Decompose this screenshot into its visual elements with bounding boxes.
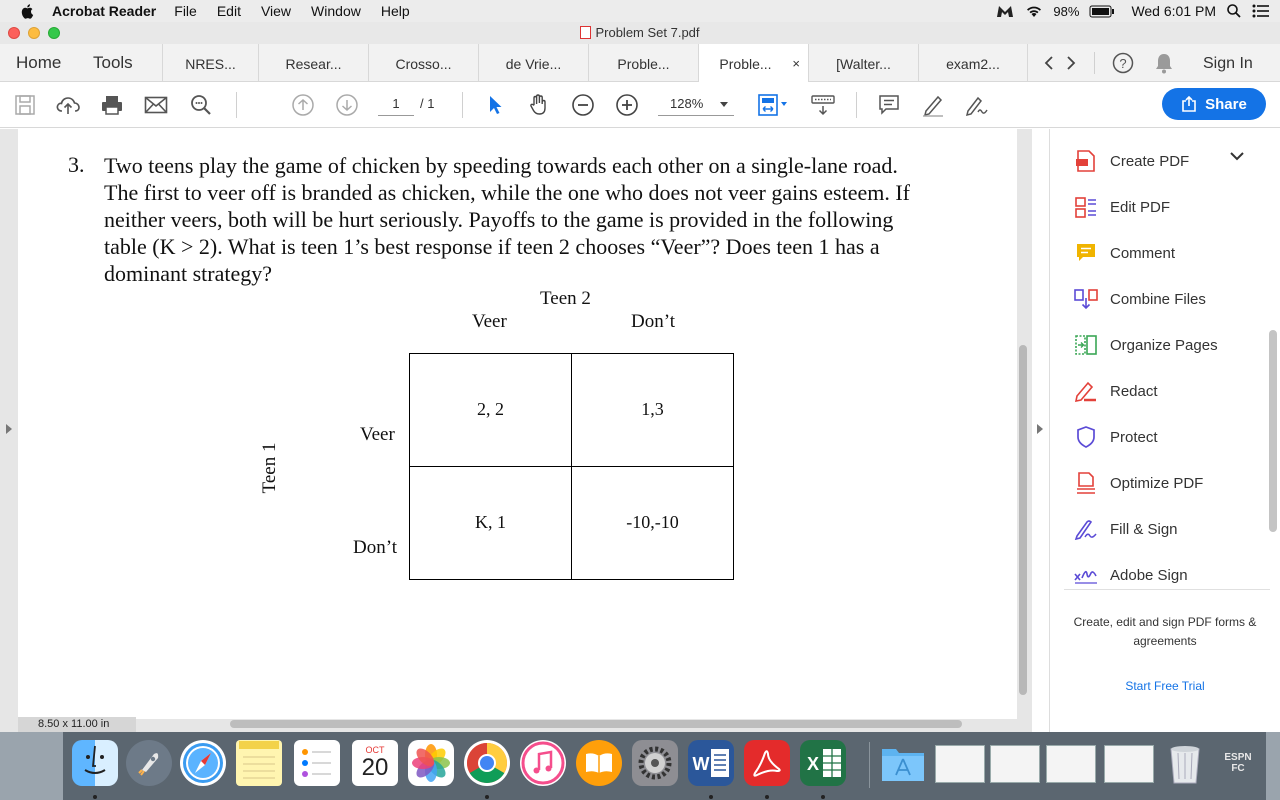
notification-center-icon[interactable] [1252,4,1270,18]
dock-notes[interactable] [236,740,282,786]
share-upload-icon [1181,96,1197,112]
sign-in-link[interactable]: Sign In [1203,55,1253,72]
dock-separator [869,742,870,788]
home-tab[interactable]: Home [16,53,62,72]
tool-fill-sign[interactable] [1074,516,1178,542]
share-label: Share [1205,95,1247,113]
chevron-down-icon[interactable] [1230,151,1244,161]
tab-bar [0,44,1280,82]
page-size-label: 8.50 x 11.00 in [18,717,136,732]
edit-pdf-icon [1074,195,1098,219]
tool-create-pdf[interactable] [1074,148,1189,174]
word-icon [691,743,731,783]
mail-icon [144,96,168,114]
start-free-trial-link[interactable]: Start Free Trial [1125,679,1205,693]
chrome-icon [465,741,509,785]
find-button[interactable] [188,92,214,118]
left-panel-expand-icon[interactable] [6,424,12,434]
sign-button[interactable] [964,92,990,118]
dock-running-indicator [485,795,489,799]
espn-label: ESPN FC [1224,752,1252,774]
tool-label: Edit PDF [1110,198,1171,216]
doc-tab-label: Proble... [617,56,670,72]
menu-window[interactable]: Window [311,3,361,19]
payoff-cell-dont-veer: K, 1 [410,467,572,580]
doc-tab-label: Resear... [285,56,342,72]
cursor-arrow-icon [486,94,504,116]
dock-running-indicator [765,795,769,799]
protect-icon [1074,425,1098,449]
dock-safari[interactable] [180,740,226,786]
toolbar-divider [856,92,857,118]
dock-launchpad[interactable] [126,740,172,786]
dock-finder[interactable] [72,740,118,786]
previous-page-button[interactable] [290,92,316,118]
share-button[interactable] [1162,88,1266,120]
chevron-down-icon [720,102,728,107]
player1-label: Teen 1 [259,442,280,494]
menu-view[interactable]: View [260,3,292,19]
compass-icon [181,741,225,785]
search-icon [189,93,213,117]
tools-panel [1049,129,1280,732]
rocket-icon [134,748,164,778]
combine-files-icon [1074,287,1098,311]
next-page-button[interactable] [334,92,360,118]
doc-tab-3[interactable] [368,44,478,81]
dock-ibooks[interactable] [576,740,622,786]
svg-text:W: W [692,754,710,774]
dock-calendar[interactable] [352,740,398,786]
photos-icon [411,743,451,783]
tabbar-divider [1094,52,1095,74]
tool-label: Create PDF [1110,152,1190,170]
tool-protect[interactable] [1074,424,1158,450]
question-number: 3. [68,152,85,177]
panel-scrollbar[interactable] [1269,330,1277,532]
minus-circle-icon [571,93,595,117]
page-total: / 1 [420,96,435,111]
window-titlebar [0,22,1280,44]
tool-redact[interactable] [1074,378,1158,404]
page-number-input[interactable] [378,94,414,116]
doc-tab-label: [Walter... [836,56,891,72]
fit-page-icon [757,93,789,117]
horizontal-scrollbar[interactable] [230,720,962,728]
dock-word[interactable] [688,740,734,786]
row-label-veer: Veer [360,424,395,445]
tool-label: Protect [1110,428,1158,446]
question-text: Two teens play the game of chicken by speeding towards each other on a single-lane road. The first to veer off is branded as chicken, while the one who does not veer gains esteem. If neither veers, both will be hurt seriously. Payoffs to the game is provided in the following table (K > 2). What is teen 1’s best response if teen 2 chooses “Veer”? Does teen 1 has a dominant strategy? [104,153,910,286]
dock-photos[interactable] [408,740,454,786]
pen-icon [921,93,945,117]
column-label-dont: Don’t [631,311,675,332]
window-title-text: Problem Set 7.pdf [595,25,700,40]
tools-tab[interactable]: Tools [93,53,133,72]
payoff-cell-veer-dont: 1,3 [572,354,734,467]
dock-itunes[interactable] [520,740,566,786]
save-icon [14,94,36,116]
toolbar-divider [236,92,237,118]
reminders-icon [297,743,337,783]
doc-tab-4[interactable] [478,44,588,81]
doc-tab-1[interactable] [162,44,258,81]
tool-label: Adobe Sign [1110,566,1188,584]
tool-edit-pdf[interactable] [1074,194,1170,220]
doc-tab-label: exam2... [946,56,1000,72]
apple-icon[interactable] [20,3,36,19]
comment-icon [1074,241,1098,265]
arrow-down-circle-icon [335,93,359,117]
email-button[interactable] [143,92,169,118]
acrobat-icon [751,747,783,779]
hand-tool-button[interactable] [526,92,552,118]
create-pdf-icon [1074,149,1098,173]
redact-icon [1074,379,1098,403]
tool-label: Redact [1110,382,1158,400]
doc-tab-7[interactable] [808,44,918,81]
doc-tab-label: Crosso... [395,56,452,72]
fit-page-button[interactable] [756,92,790,118]
dock-minimized-window-4[interactable] [1104,745,1154,783]
tool-label: Fill & Sign [1110,520,1178,538]
help-icon[interactable] [1112,52,1134,74]
folder-icon [880,743,926,783]
doc-tab-2[interactable] [258,44,368,81]
tool-adobe-sign[interactable] [1074,562,1188,588]
pdf-file-icon [580,26,591,39]
payoff-cell-veer-veer: 2, 2 [410,354,572,467]
doc-tab-label: NRES... [185,56,236,72]
malwarebytes-icon[interactable] [995,3,1015,19]
calendar-month: OCT [365,745,385,755]
column-label-veer: Veer [472,311,507,332]
music-note-icon [521,741,565,785]
scroll-mode-button[interactable] [810,92,836,118]
tool-label: Comment [1110,244,1176,262]
dock-espn-widget[interactable] [1216,740,1260,786]
finder-icon [72,740,118,786]
print-button[interactable] [99,92,125,118]
excel-icon [803,743,843,783]
spotlight-icon[interactable] [1226,3,1242,19]
tool-organize-pages[interactable] [1074,332,1218,358]
fill-sign-icon [1074,517,1098,541]
save-button[interactable] [12,92,38,118]
zoom-in-button[interactable] [614,92,640,118]
player2-label: Teen 2 [540,288,591,309]
menu-edit[interactable]: Edit [216,3,241,19]
notes-icon [239,741,279,785]
payoff-cell-dont-dont: -10,-10 [572,467,734,580]
select-tool-button[interactable] [482,92,508,118]
dock-chrome[interactable] [464,740,510,786]
vertical-scrollbar[interactable] [1019,345,1027,695]
keyboard-scroll-icon [810,93,836,117]
toolbar [0,82,1280,128]
tab-scroll-left-icon[interactable] [1044,56,1054,70]
table-row [410,467,734,580]
table-row [410,354,734,467]
dock-minimized-window-1[interactable] [935,745,985,783]
dock-excel[interactable] [800,740,846,786]
row-label-dont: Don’t [353,537,397,558]
tab-scroll-right-icon[interactable] [1066,56,1076,70]
optimize-pdf-icon [1074,471,1098,495]
app-name-menu[interactable]: Acrobat Reader [52,3,157,19]
hand-icon [527,93,551,117]
trash-icon [1167,741,1203,785]
highlight-button[interactable] [920,92,946,118]
dock-running-indicator [93,795,97,799]
tool-label: Optimize PDF [1110,474,1204,492]
dock-system-preferences[interactable] [632,740,678,786]
comment-icon [878,94,900,116]
tool-combine-files[interactable] [1074,286,1206,312]
svg-text:?: ? [1119,56,1127,71]
menu-bar [0,0,1280,22]
doc-tab-label: Proble... [719,56,772,72]
zoom-level-value: 128% [670,96,704,111]
wifi-icon[interactable] [1025,4,1043,18]
dock-trash[interactable] [1162,740,1208,786]
doc-tab-5[interactable] [588,44,698,81]
tool-label: Combine Files [1110,290,1206,308]
doc-tab-8[interactable] [918,44,1028,81]
notifications-bell-icon[interactable] [1154,52,1174,74]
dock-minimized-window-2[interactable] [990,745,1040,783]
organize-pages-icon [1074,333,1098,357]
signature-pen-icon [964,93,990,117]
plus-circle-icon [615,93,639,117]
panel-divider [1064,589,1270,590]
upload-cloud-button[interactable] [55,92,81,118]
dock-acrobat[interactable] [744,740,790,786]
svg-text:X: X [806,754,820,774]
doc-tab-6-active[interactable] [698,44,808,82]
promo-text: Create, edit and sign PDF forms & agreements [1073,615,1257,648]
payoff-table [409,353,734,580]
add-comment-button[interactable] [876,92,902,118]
doc-tab-label: de Vrie... [505,56,562,72]
cloud-upload-icon [55,94,81,116]
right-panel-collapse-icon[interactable] [1037,424,1043,434]
dock-applications-folder[interactable] [880,740,926,786]
window-title [0,25,1280,40]
dock-reminders[interactable] [294,740,340,786]
dock-minimized-window-3[interactable] [1046,745,1096,783]
zoom-level-dropdown[interactable] [658,94,734,116]
adobe-sign-icon [1074,563,1098,587]
calendar-day: 20 [361,754,389,781]
battery-percent: 98% [1053,3,1080,19]
page-current: 1 [392,96,400,111]
tool-comment[interactable] [1074,240,1175,266]
zoom-out-button[interactable] [570,92,596,118]
arrow-up-circle-icon [291,93,315,117]
book-icon [584,751,614,775]
menu-help[interactable]: Help [380,3,410,19]
menu-file[interactable]: File [174,3,197,19]
toolbar-divider [462,92,463,118]
print-icon [100,94,124,116]
clock[interactable]: Wed 6:01 PM [1131,3,1216,19]
tool-optimize-pdf[interactable] [1074,470,1203,496]
close-tab-button[interactable]: × [792,56,800,71]
battery-icon[interactable] [1089,5,1115,18]
dock-running-indicator [709,795,713,799]
tool-label: Organize Pages [1110,336,1218,354]
dock-running-indicator [821,795,825,799]
gear-icon [635,743,675,783]
